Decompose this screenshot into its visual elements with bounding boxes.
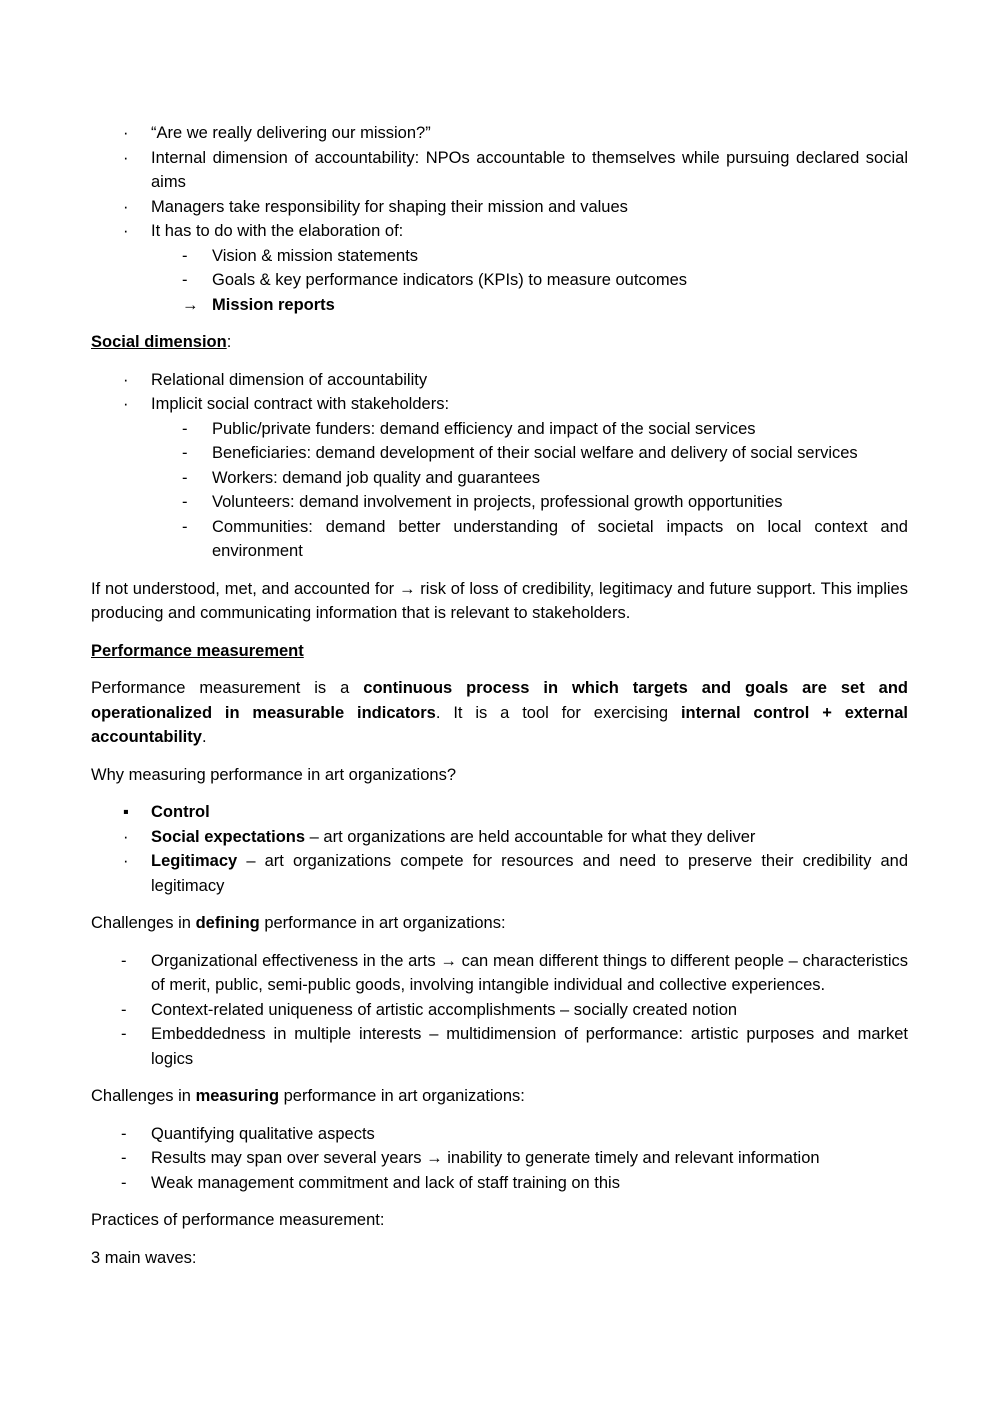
dash-icon: - bbox=[121, 1000, 127, 1019]
square-bullet-icon: ▪ bbox=[123, 803, 129, 821]
arrow-icon: → bbox=[440, 951, 457, 970]
list-item: · Relational dimension of accountability bbox=[91, 368, 908, 393]
list-item: - Goals & key performance indicators (KPIs) to measure outcomes bbox=[91, 268, 908, 293]
defining-challenges-list bbox=[91, 949, 908, 1072]
list-item: - Weak management commitment and lack of staff training on this bbox=[91, 1171, 908, 1196]
list-item: - Beneficiaries: demand development of their social welfare and delivery of social services bbox=[91, 441, 908, 466]
why-measure-paragraph: Why measuring performance in art organizations? bbox=[91, 765, 457, 784]
list-item: - Quantifying qualitative aspects bbox=[91, 1122, 908, 1147]
bullet-icon: · bbox=[123, 197, 129, 216]
arrow-icon: → bbox=[426, 1149, 443, 1167]
reasons-list bbox=[91, 800, 908, 898]
defining-challenges-paragraph: Challenges in defining performance in art organizations: bbox=[91, 914, 506, 932]
list-item: - Public/private funders: demand efficiency and impact of the social services bbox=[91, 417, 908, 442]
performance-heading: Performance measurement bbox=[91, 641, 304, 660]
performance-definition-paragraph: Performance measurement is a continuous process in which targets and goals are set and operationalized in measurable indicators. It is a tool for exercising internal control + external accountability. bbox=[91, 679, 908, 746]
list-item: - Vision & mission statements bbox=[91, 244, 908, 269]
list-item: - Communities: demand better understanding of societal impacts on local context and environment bbox=[91, 515, 908, 564]
list-item: - Results may span over several years → inability to generate timely and relevant information bbox=[91, 1146, 908, 1171]
list-item: - Workers: demand job quality and guarantees bbox=[91, 466, 908, 491]
credibility-paragraph: If not understood, met, and accounted for → risk of loss of credibility, legitimacy and future support. This implies producing and communicating information that is relevant to stakeholders. bbox=[91, 579, 908, 622]
mission-bullet-list bbox=[91, 121, 908, 244]
list-item: - Volunteers: demand involvement in projects, professional growth opportunities bbox=[91, 490, 908, 515]
arrow-icon: → bbox=[182, 295, 199, 314]
mission-sub-list bbox=[91, 244, 908, 318]
dash-icon: - bbox=[182, 493, 188, 511]
list-item: ▪ Control bbox=[91, 800, 908, 825]
bullet-icon: · bbox=[123, 852, 129, 870]
list-item: · “Are we really delivering our mission?” bbox=[91, 121, 908, 146]
dash-icon: - bbox=[121, 951, 127, 970]
dash-icon: - bbox=[121, 1025, 127, 1043]
practices-paragraph: Practices of performance measurement: bbox=[91, 1211, 385, 1229]
waves-paragraph: 3 main waves: bbox=[91, 1248, 197, 1267]
list-item: - Embeddedness in multiple interests – multidimension of performance: artistic purposes and market logics bbox=[91, 1022, 908, 1071]
list-item: · Social expectations – art organizations are held accountable for what they deliver bbox=[91, 825, 908, 850]
list-item: · It has to do with the elaboration of: bbox=[91, 219, 908, 244]
bullet-icon: · bbox=[123, 395, 129, 413]
dash-icon: - bbox=[121, 1173, 127, 1192]
measuring-challenges-list bbox=[91, 1122, 908, 1196]
list-item: - Context-related uniqueness of artistic accomplishments – socially created notion bbox=[91, 998, 908, 1023]
dash-icon: - bbox=[121, 1149, 127, 1167]
document-page bbox=[91, 121, 908, 1270]
bullet-icon: · bbox=[123, 148, 129, 167]
list-item: · Implicit social contract with stakeholders: bbox=[91, 392, 908, 417]
bullet-icon: · bbox=[123, 827, 129, 846]
social-dimension-heading: Social dimension: bbox=[91, 333, 232, 351]
list-item: · Legitimacy – art organizations compete for resources and need to preserve their credibility and legitimacy bbox=[91, 849, 908, 898]
dash-icon: - bbox=[182, 468, 188, 487]
list-item: · Managers take responsibility for shaping their mission and values bbox=[91, 195, 908, 220]
bullet-icon: · bbox=[123, 222, 129, 240]
list-item: · Internal dimension of accountability: NPOs accountable to themselves while pursuing declared social aims bbox=[91, 146, 908, 195]
dash-icon: - bbox=[182, 271, 188, 289]
stakeholder-list bbox=[91, 417, 908, 564]
list-item: - Organizational effectiveness in the arts → can mean different things to different people – characteristics of merit, public, semi-public goods, involving intangible individual and collective experiences. bbox=[91, 949, 908, 998]
dash-icon: - bbox=[182, 419, 188, 438]
bullet-icon: · bbox=[123, 124, 129, 142]
bullet-icon: · bbox=[123, 370, 129, 389]
dash-icon: - bbox=[182, 246, 188, 265]
social-bullet-list bbox=[91, 368, 908, 417]
measuring-challenges-paragraph: Challenges in measuring performance in art organizations: bbox=[91, 1087, 525, 1105]
dash-icon: - bbox=[182, 517, 188, 536]
arrow-icon: → bbox=[398, 579, 416, 598]
dash-icon: - bbox=[121, 1124, 127, 1143]
dash-icon: - bbox=[182, 444, 188, 462]
list-item: → Mission reports bbox=[91, 293, 908, 318]
